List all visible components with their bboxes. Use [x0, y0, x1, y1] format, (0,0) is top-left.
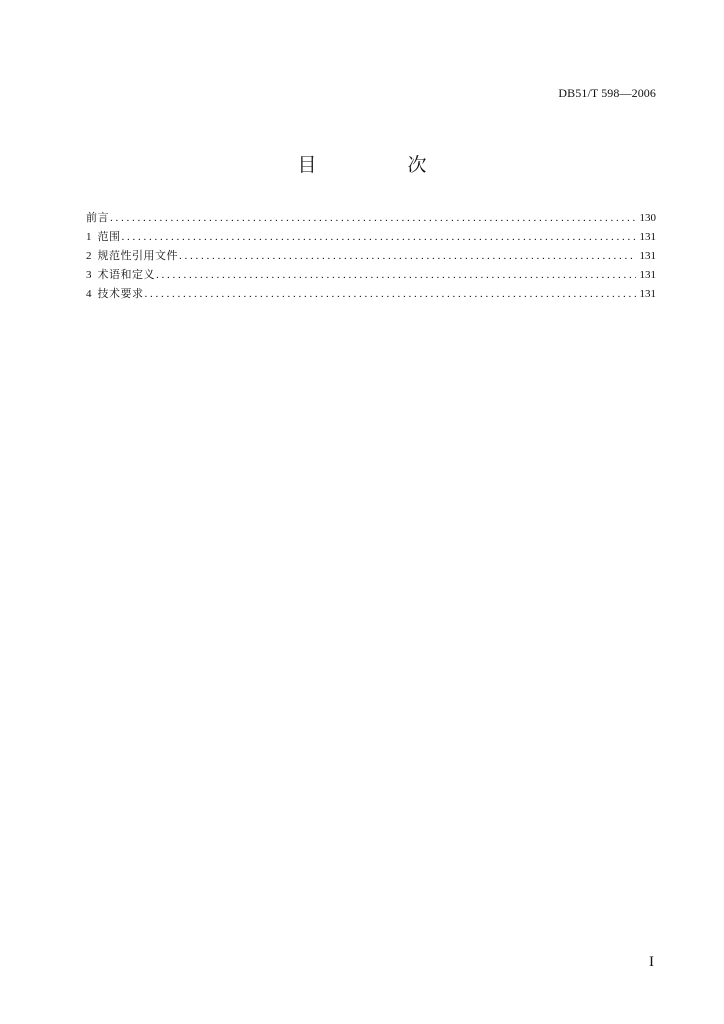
toc-entry-number: 1 — [86, 231, 92, 243]
toc-entry-page: 131 — [639, 250, 656, 262]
toc-entry-label: 范围 — [97, 230, 121, 243]
toc-entry-page: 131 — [639, 288, 656, 300]
toc-entry-terms-definitions[interactable] — [86, 265, 656, 284]
toc-entry-normative-references[interactable] — [86, 246, 656, 265]
toc-entry-label: 术语和定义 — [97, 268, 155, 281]
toc-entry-scope[interactable] — [86, 227, 656, 246]
toc-entry-label: 前言 — [86, 211, 109, 224]
toc-dot-leader — [145, 285, 636, 304]
toc-entry-label: 规范性引用文件 — [97, 249, 178, 262]
toc-entry-number: 3 — [86, 269, 92, 281]
toc-dot-leader — [110, 209, 636, 228]
toc-entry-page: 131 — [639, 269, 656, 281]
table-of-contents — [86, 208, 656, 303]
toc-entry-page: 130 — [639, 212, 656, 224]
standard-code: DB51/T 598—2006 — [558, 86, 656, 100]
page-number: I — [649, 954, 654, 970]
toc-entry-page: 131 — [639, 231, 656, 243]
toc-title: 目 次 — [297, 154, 463, 176]
toc-dot-leader — [156, 266, 636, 285]
toc-entry-label: 技术要求 — [97, 287, 144, 300]
toc-dot-leader — [122, 228, 636, 247]
toc-entry-number: 2 — [86, 250, 92, 262]
toc-entry-foreword[interactable] — [86, 208, 656, 227]
toc-entry-number: 4 — [86, 288, 92, 300]
toc-dot-leader — [179, 247, 636, 266]
toc-entry-technical-requirements[interactable] — [86, 284, 656, 303]
